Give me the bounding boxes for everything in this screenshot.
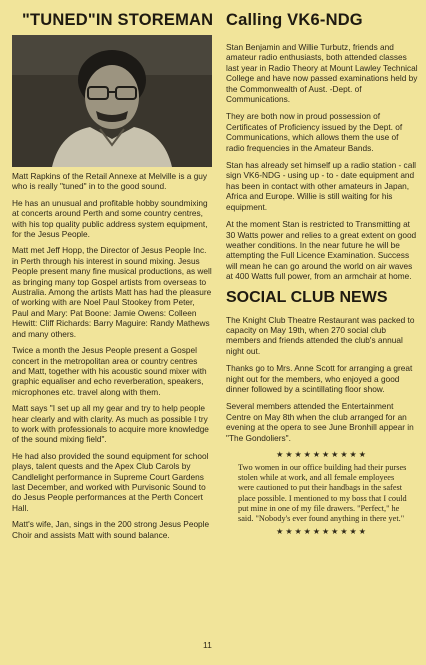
section-headline-social-club-news: SOCIAL CLUB NEWS bbox=[226, 288, 388, 306]
paragraph: Matt's wife, Jan, sings in the 200 strong Jesus People Choir and assists Matt with sound balance. bbox=[12, 519, 210, 540]
paragraph: They are both now in proud possession of Certificates of Proficiency issued by the Dept. of Communications, which allows them the use of radio frequencies in the Amateur Bands. bbox=[226, 111, 403, 153]
article-headline-calling-vk6-ndg: Calling VK6-NDG bbox=[226, 11, 363, 29]
paragraph: Stan has already set himself up a radio station - call sign VK6-NDG - using up - to - date equipment and has been in contact with other amateurs in Japan, Africa and Europe. Willie is still waiting for his equipment. bbox=[226, 160, 417, 212]
paragraph: Stan Benjamin and Willie Turbutz, friends and amateur radio enthusiasts, both attended classes last year in Radio Theory at Mount Lawley Technical College and have now passed examinations held by the Commonwealth of Aust. -Dept. of Communications. bbox=[226, 42, 418, 105]
paragraph: He had also provided the sound equipment for school plays, talent quests and the Apex Club Carols by Candlelight performance in Supreme Court Gardens last December, and worked with Purvisonic Sound to do Jesus People performances at the Perth Concert Hall. bbox=[12, 450, 209, 513]
article-headline-tuned-in-storeman: "TUNED"IN STOREMAN bbox=[22, 11, 214, 29]
left-column bbox=[12, 10, 212, 546]
paragraph: Matt met Jeff Hopp, the Director of Jesus People Inc. in Perth through his interest in sound mixing. Jesus People present many fine musical productions, as well as bringing many top Gospel artists from overseas to Australia. Among the artists Matt has had the pleasure of working with are Noel Paul Stookey from Peter, Paul and Mary: Pat Boone: Jamie Owens: Colleen Hewitt: Cliff Richards: Barry Maguire: Randy Mathews and many others. bbox=[12, 245, 212, 339]
page-number: 11 bbox=[203, 640, 212, 650]
paragraph: Matt Rapkins of the Retail Annexe at Melville is a guy who is really "tuned" in to the good sound. bbox=[12, 171, 208, 192]
paragraph: Several members attended the Entertainment Centre on May 8th when the club arranged for an evening at the opera to see June Bronhill appear in "The Gondoliers". bbox=[226, 401, 414, 443]
paragraph: The Knight Club Theatre Restaurant was packed to capacity on May 19th, when 270 social club members and friends attended the club's annual night out. bbox=[226, 314, 415, 356]
paragraph: He has an unusual and profitable hobby soundmixing at concerts around Perth and some country centres, with his top quality public address system equipment, for the Jesus People. bbox=[12, 197, 208, 240]
portrait-photo bbox=[12, 35, 212, 167]
star-divider-top: ★★★★★★★★★★ bbox=[276, 450, 368, 459]
paragraph: Thanks go to Mrs. Anne Scott for arranging a great night out for the members, who enjoyed a good dinner followed by a scintillating floor show. bbox=[226, 363, 413, 394]
paragraph: At the moment Stan is restricted to Transmitting at 30 Watts power and relies to a great extent on good weather conditions. In the near future he will be attempting the Full Licence Examination. Success will mean he can go around the world on air waves at 400 Watts full power, from an armchair at home. bbox=[226, 219, 417, 282]
paragraph: Matt says "I set up all my gear and try to help people hear clearly and with clarity. As much as possible I try to work with professionals to acquire more knowledge of the sound mixing field". bbox=[12, 403, 209, 445]
star-divider-bottom: ★★★★★★★★★★ bbox=[276, 527, 368, 537]
humor-quote: Two women in our office building had their purses stolen while at work, and all female employees were cautioned to put their handbags in the safest place possible. I mentioned to my boss that I could put mine in one of my file drawers. "Perfect," he said. "Nobody's ever found anything in there yet." bbox=[238, 463, 407, 524]
portrait-photo-graphic bbox=[12, 35, 212, 167]
right-column bbox=[226, 10, 418, 540]
paragraph: Twice a month the Jesus People present a Gospel concert in the metropolitan area or country centres and Matt, together with his acoustic sound mixer with graphic equaliser and echo reverberation, speakers, microphones etc. travel along with them. bbox=[12, 345, 207, 397]
